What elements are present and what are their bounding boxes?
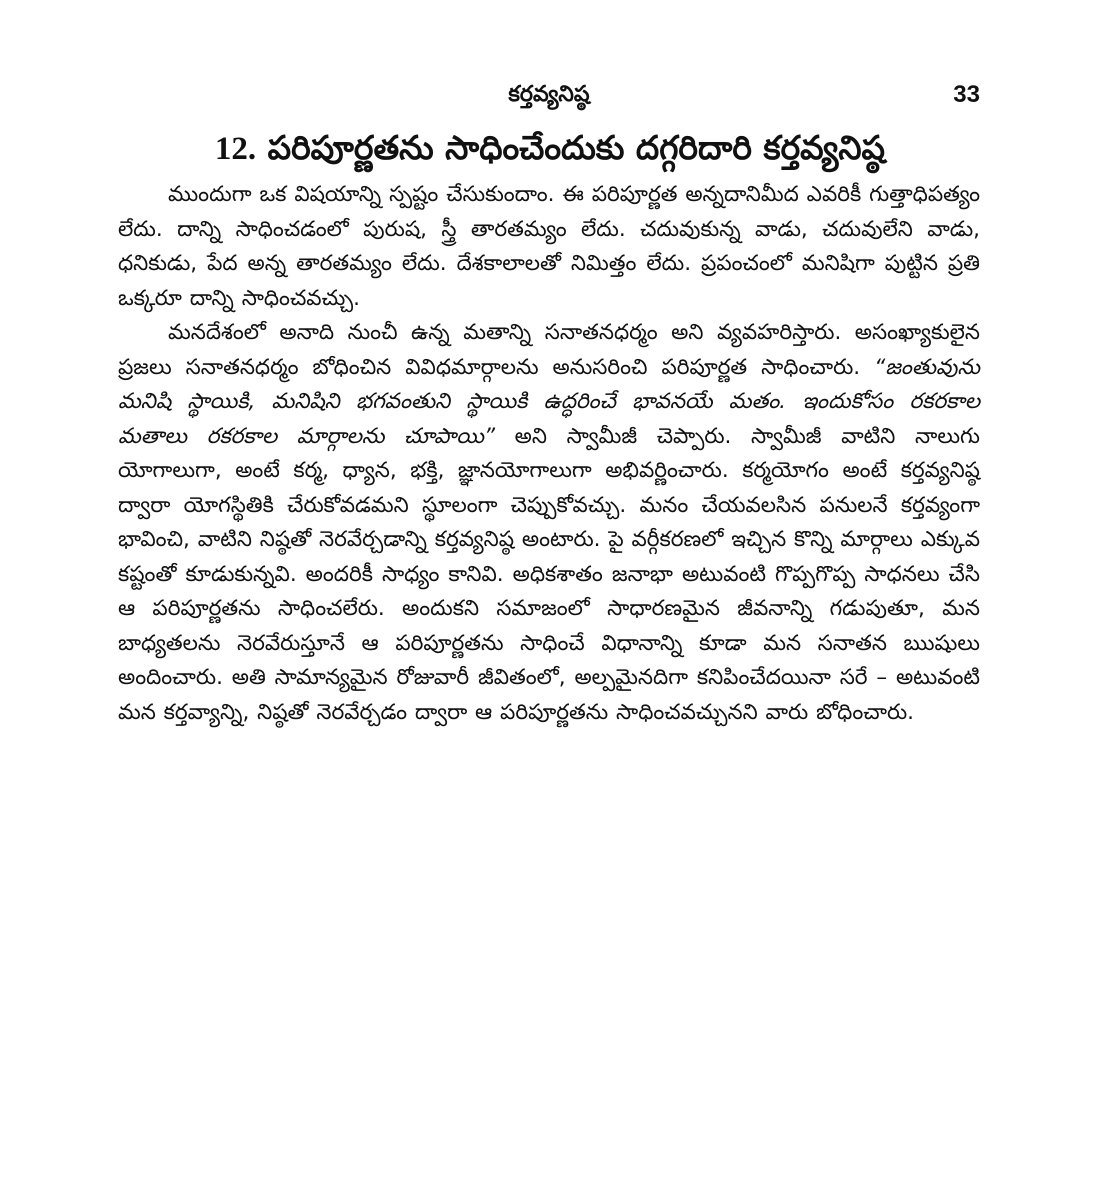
chapter-heading xyxy=(100,124,1000,173)
paragraph-1: ముందుగా ఒక విషయాన్ని స్పష్టం చేసుకుందాం. ఈ పరిపూర్ణత అన్నదానిమీద ఎవరికీ గుత్తాధిపత్యం లేదు. దాన్ని సాధించడంలో పురుష, స్త్రీ తారతమ్యం లేదు. చదువుకున్న వాడు, చదువులేని వాడు, ధనికుడు, పేద అన్న తారతమ్యం లేదు. దేశకాలాలతో నిమిత్తం లేదు. ప్రపంచంలో మనిషిగా పుట్టిన ప్రతి ఒక్కరూ దాన్ని సాధించవచ్చు. xyxy=(118,182,980,311)
chapter-number: 12. xyxy=(214,131,257,167)
vivekananda-quote: “జంతువును మనిషి స్థాయికి, మనిషిని భగవంతుని స్థాయికి ఉద్ధరించే భావనయే మతం. ఇందుకోసం రకరకాల మతాలు రకరకాల మార్గాలను చూపాయి” xyxy=(118,354,980,449)
paragraph-2-intro: మనదేశంలో అనాది నుంచీ ఉన్న మతాన్ని సనాతనధర్మం అని వ్యవహరిస్తారు. అసంఖ్యాకులైన ప్రజలు సనాతనధర్మం బోధించిన వివిధమార్గాలను అనుసరించి పరిపూర్ణత సాధించారు. xyxy=(118,320,980,380)
page-number: 33 xyxy=(953,81,980,108)
running-header xyxy=(118,78,980,112)
body-text xyxy=(118,178,980,730)
running-title: కర్తవ్యనిష్ఠ xyxy=(508,82,590,107)
paragraph-2 xyxy=(118,316,980,730)
paragraph-2-body: అని స్వామీజీ చెప్పారు. స్వామీజీ వాటిని నాలుగు యోగాలుగా, అంటే కర్మ, ధ్యాన, భక్తి, జ్ఞానయోగాలుగా అభివర్ణించారు. కర్మయోగం అంటే కర్తవ్యనిష్ఠ ద్వారా యోగస్థితికి చేరుకోవడమని స్థూలంగా చెప్పుకోవచ్చు. మనం చేయవలసిన పనులనే కర్తవ్యంగా భావించి, వాటిని నిష్ఠతో నెరవేర్చడాన్ని కర్తవ్యనిష్ఠ అంటారు. పై వర్గీకరణలో ఇచ్చిన కొన్ని మార్గాలు ఎక్కువ కష్టంతో కూడుకున్నవి. అందరికీ సాధ్యం కానివి. అధికశాతం జనాభా అటువంటి గొప్పగొప్ప సాధనలు చేసి ఆ పరిపూర్ణతను సాధించలేరు. అందుకని సమాజంలో సాధారణమైన జీవనాన్ని గడుపుతూ, మన బాధ్యతలను నెరవేరుస్తూనే ఆ పరిపూర్ణతను సాధించే విధానాన్ని కూడా మన సనాతన ఋషులు అందించారు. అతి సామాన్యమైన రోజువారీ జీవితంలో, అల్పమైనదిగా కనిపించేదయినా సరే – అటువంటి మన కర్తవ్యాన్ని, నిష్ఠతో నెరవేర్చడం ద్వారా ఆ పరిపూర్ణతను సాధించవచ్చునని వారు బోధించారు. xyxy=(118,423,980,725)
chapter-title: పరిపూర్ణతను సాధించేందుకు దగ్గరిదారి కర్తవ్యనిష్ఠ xyxy=(267,128,886,167)
